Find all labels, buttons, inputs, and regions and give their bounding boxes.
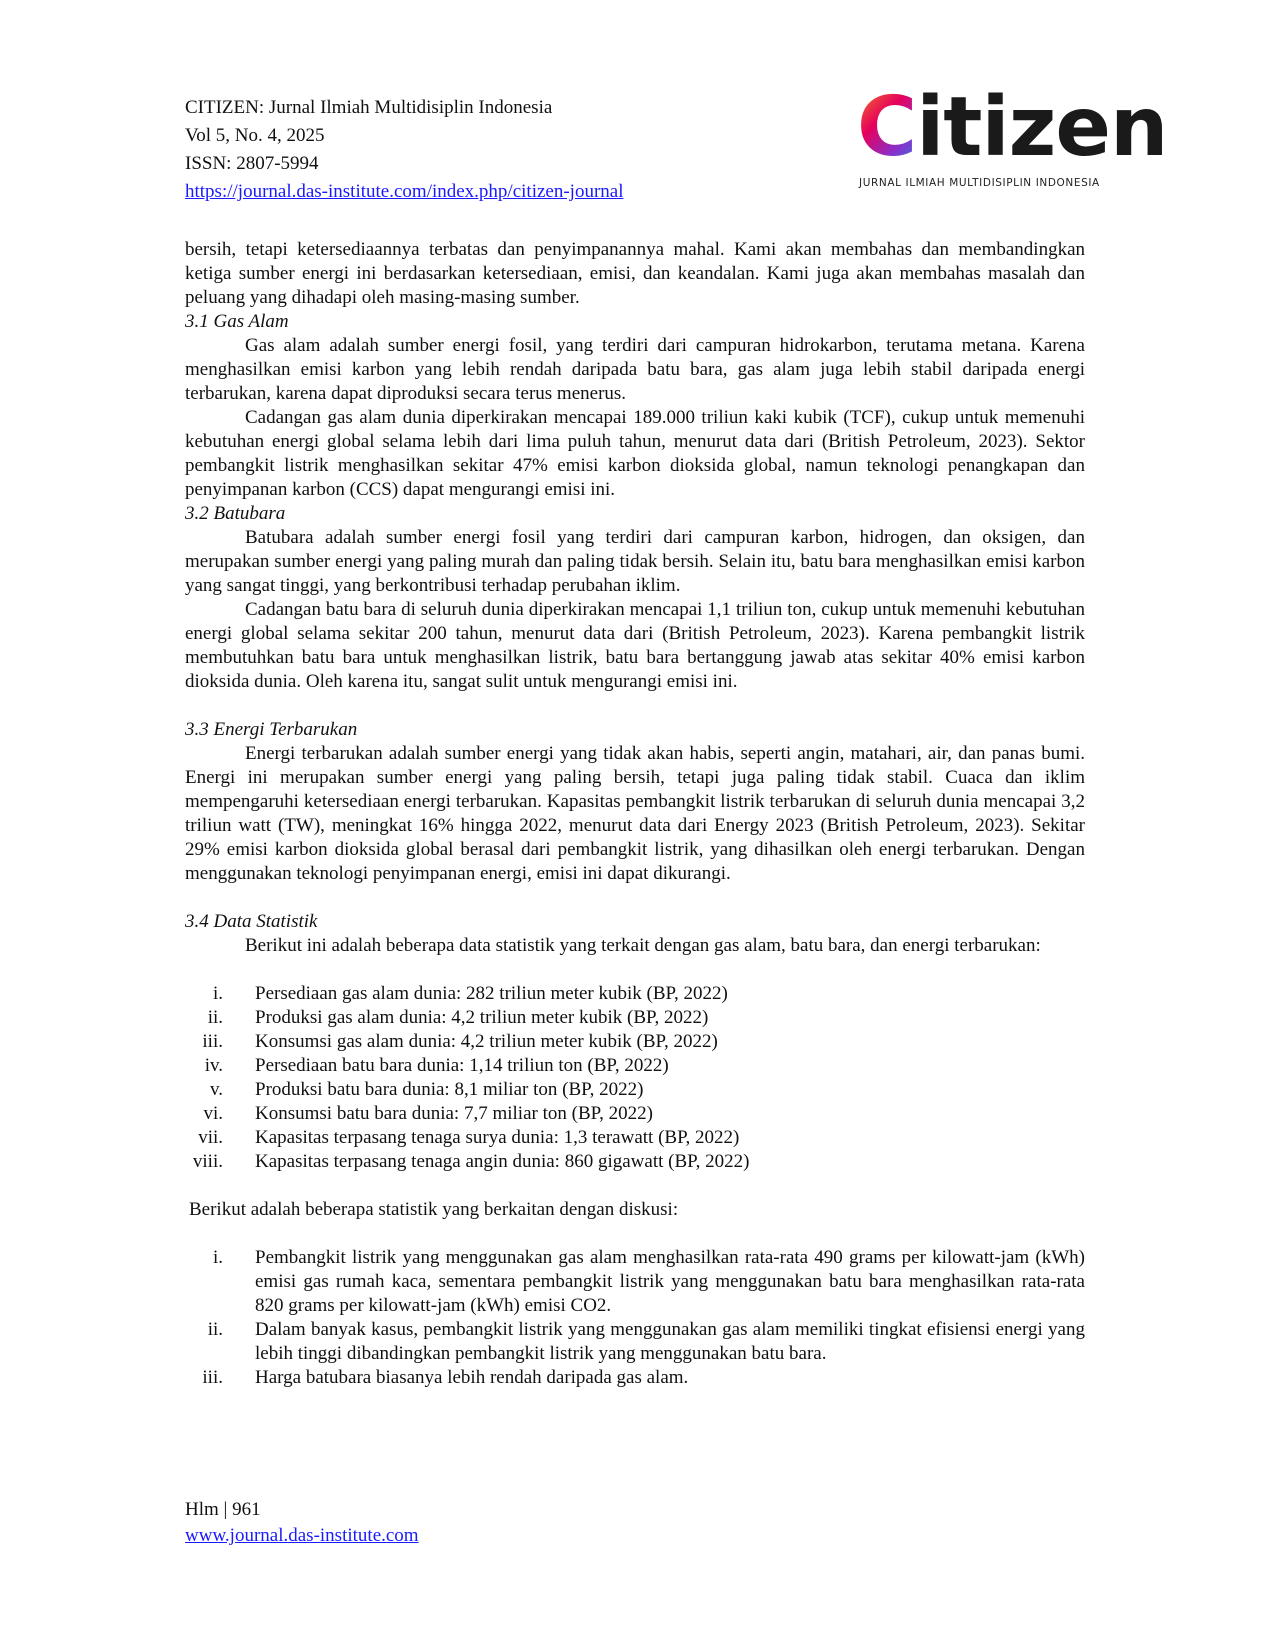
list-item-number: iii. xyxy=(202,1367,223,1388)
list-item-text: Kapasitas terpasang tenaga angin dunia: 860 gigawatt (BP, 2022) xyxy=(255,1151,750,1172)
journal-title: CITIZEN: Jurnal Ilmiah Multidisiplin Indonesia xyxy=(185,97,553,118)
list-item xyxy=(185,1006,1085,1030)
list-item-text: Pembangkit listrik yang menggunakan gas alam menghasilkan rata-rata 490 grams per kilowatt-jam (kWh) emisi gas rumah kaca, sementara pembangkit listrik yang menggunakan batu bara menghasilkan rata-rata 820 grams per kilowatt-jam (kWh) emisi CO2. xyxy=(255,1247,1085,1316)
paragraph-3-2-b: Cadangan batu bara di seluruh dunia diperkirakan mencapai 1,1 triliun ton, cukup untuk memenuhi kebutuhan energi global selama sekitar 200 tahun, menurut data dari (British Petroleum, 2023). Karena pembangkit listrik membutuhkan batu bara untuk menghasilkan listrik, batu bara bertanggung jawab atas sekitar 40% emisi karbon dioksida dunia. Oleh karena itu, sangat sulit untuk mengurangi emisi ini. xyxy=(185,599,1085,692)
discussion-list xyxy=(185,1246,1085,1390)
paragraph-3-1-a: Gas alam adalah sumber energi fosil, yang terdiri dari campuran hidrokarbon, terutama metana. Karena menghasilkan emisi karbon yang lebih rendah daripada batu bara, gas alam juga lebih stabil daripada energi terbarukan, karena dapat diproduksi secara terus menerus. xyxy=(185,335,1085,404)
list-item xyxy=(185,982,1085,1006)
list-item xyxy=(185,1030,1085,1054)
list-item-text: Dalam banyak kasus, pembangkit listrik yang menggunakan gas alam memiliki tingkat efisiensi energi yang lebih tinggi dibandingkan pembangkit listrik yang menggunakan batu bara. xyxy=(255,1319,1085,1364)
paragraph-3-2-a: Batubara adalah sumber energi fosil yang terdiri dari campuran karbon, hidrogen, dan oksigen, dan merupakan sumber energi yang paling murah dan paling tidak bersih. Selain itu, batu bara menghasilkan emisi karbon yang sangat tinggi, yang berkontribusi terhadap perubahan iklim. xyxy=(185,527,1085,596)
list-item-text: Konsumsi batu bara dunia: 7,7 miliar ton (BP, 2022) xyxy=(255,1103,653,1124)
citizen-logo xyxy=(857,80,1168,198)
list-item-text: Produksi batu bara dunia: 8,1 miliar ton (BP, 2022) xyxy=(255,1079,644,1100)
journal-header xyxy=(185,94,745,206)
list-item xyxy=(185,1054,1085,1078)
list-item-text: Persediaan batu bara dunia: 1,14 triliun ton (BP, 2022) xyxy=(255,1055,669,1076)
paragraph-3-4-a: Berikut ini adalah beberapa data statistik yang terkait dengan gas alam, batu bara, dan energi terbarukan: xyxy=(245,935,1041,956)
paragraph-3-4-b: Berikut adalah beberapa statistik yang berkaitan dengan diskusi: xyxy=(189,1199,679,1220)
list-item-text: Konsumsi gas alam dunia: 4,2 triliun meter kubik (BP, 2022) xyxy=(255,1031,718,1052)
list-item xyxy=(185,1078,1085,1102)
journal-issn: ISSN: 2807-5994 xyxy=(185,153,319,174)
list-item-text: Persediaan gas alam dunia: 282 triliun meter kubik (BP, 2022) xyxy=(255,983,728,1004)
list-item-number: vii. xyxy=(198,1127,223,1148)
list-item-text: Harga batubara biasanya lebih rendah daripada gas alam. xyxy=(255,1367,689,1388)
list-item xyxy=(185,1126,1085,1150)
page-footer xyxy=(185,1497,419,1549)
list-item-text: Produksi gas alam dunia: 4,2 triliun meter kubik (BP, 2022) xyxy=(255,1007,709,1028)
list-item-number: ii. xyxy=(207,1319,223,1340)
logo-wordmark-rest: itizen xyxy=(916,80,1168,175)
intro-paragraph: bersih, tetapi ketersediaannya terbatas dan penyimpanannya mahal. Kami akan membahas dan membandingkan ketiga sumber energi ini berdasarkan ketersediaan, emisi, dan keandalan. Kami juga akan membahas masalah dan peluang yang dihadapi oleh masing-masing sumber. xyxy=(185,239,1085,308)
list-item-number: iii. xyxy=(202,1031,223,1052)
list-item xyxy=(185,1318,1085,1366)
list-item-number: v. xyxy=(209,1079,223,1100)
paragraph-3-1-b: Cadangan gas alam dunia diperkirakan mencapai 189.000 triliun kaki kubik (TCF), cukup untuk memenuhi kebutuhan energi global selama lebih dari lima puluh tahun, menurut data dari (British Petroleum, 2023). Sektor pembangkit listrik menghasilkan sekitar 47% emisi karbon dioksida global, namun teknologi penangkapan dan penyimpanan karbon (CCS) dapat mengurangi emisi ini. xyxy=(185,407,1085,500)
logo-tagline: JURNAL ILMIAH MULTIDISIPLIN INDONESIA xyxy=(859,177,1100,189)
list-item xyxy=(185,1150,1085,1174)
paragraph-3-3-a: Energi terbarukan adalah sumber energi yang tidak akan habis, seperti angin, matahari, air, dan panas bumi. Energi ini merupakan sumber energi yang paling bersih, tetapi juga paling tidak stabil. Cuaca dan iklim mempengaruhi ketersediaan energi terbarukan. Kapasitas pembangkit listrik terbarukan di seluruh dunia mencapai 3,2 triliun watt (TW), meningkat 16% hingga 2022, menurut data dari Energy 2023 (British Petroleum, 2023). Sekitar 29% emisi karbon dioksida global berasal dari pembangkit listrik, yang dihasilkan oleh energi terbarukan. Dengan menggunakan teknologi penyimpanan energi, emisi ini dapat dikurangi. xyxy=(185,743,1085,884)
page-number: Hlm | 961 xyxy=(185,1499,261,1520)
list-item-number: ii. xyxy=(207,1007,223,1028)
section-heading-3-3: 3.3 Energi Terbarukan xyxy=(185,719,358,740)
footer-url-link[interactable]: www.journal.das-institute.com xyxy=(185,1525,419,1546)
section-heading-3-1: 3.1 Gas Alam xyxy=(185,311,289,332)
list-item-text: Kapasitas terpasang tenaga surya dunia: 1,3 terawatt (BP, 2022) xyxy=(255,1127,740,1148)
journal-volume: Vol 5, No. 4, 2025 xyxy=(185,125,325,146)
list-item-number: viii. xyxy=(192,1151,223,1172)
journal-url-link[interactable]: https://journal.das-institute.com/index.php/citizen-journal xyxy=(185,181,624,202)
list-item-number: i. xyxy=(212,983,223,1004)
section-heading-3-4: 3.4 Data Statistik xyxy=(185,911,318,932)
logo-wordmark-c: C xyxy=(857,80,917,175)
list-item-number: vi. xyxy=(203,1103,223,1124)
list-item-number: i. xyxy=(212,1247,223,1268)
list-item-number: iv. xyxy=(204,1055,223,1076)
statistics-list xyxy=(185,982,1085,1174)
list-item xyxy=(185,1246,1085,1318)
article-body xyxy=(185,238,1085,1390)
list-item xyxy=(185,1102,1085,1126)
logo-wordmark xyxy=(857,80,1167,176)
list-item xyxy=(185,1366,1085,1390)
section-heading-3-2: 3.2 Batubara xyxy=(185,503,286,524)
